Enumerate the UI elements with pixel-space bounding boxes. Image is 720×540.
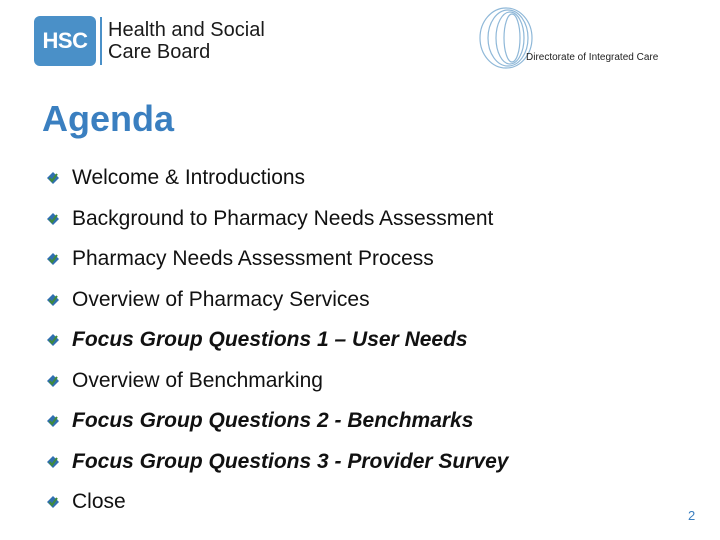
agenda-item-label: Focus Group Questions 1 – User Needs (72, 328, 468, 352)
diamond-check-icon (46, 414, 72, 428)
agenda-item (46, 482, 508, 523)
hsc-logo-line2: Care Board (108, 41, 211, 63)
hsc-logo-divider (100, 17, 102, 65)
diamond-check-icon (46, 374, 72, 388)
agenda-item (46, 401, 508, 442)
hsc-logo (34, 16, 265, 66)
agenda-item-label: Focus Group Questions 2 - Benchmarks (72, 409, 474, 433)
agenda-item-label: Focus Group Questions 3 - Provider Survey (72, 449, 509, 473)
page-number: 2 (688, 508, 696, 523)
hsc-logo-text (108, 19, 265, 63)
agenda-item (46, 199, 508, 240)
diamond-check-icon (46, 495, 72, 509)
agenda-item (46, 239, 508, 280)
agenda-item (46, 320, 508, 361)
agenda-item-label: Background to Pharmacy Needs Assessment (72, 206, 494, 230)
agenda-item (46, 361, 508, 402)
diamond-check-icon (46, 293, 72, 307)
agenda-item-label: Overview of Pharmacy Services (72, 287, 370, 311)
diamond-check-icon (46, 212, 72, 226)
agenda-item (46, 158, 508, 199)
partner-logo-text: Directorate of Integrated Care (526, 52, 659, 63)
diamond-check-icon (46, 455, 72, 469)
diamond-check-icon (46, 333, 72, 347)
diamond-check-icon (46, 171, 72, 185)
diamond-check-icon (46, 252, 72, 266)
agenda-item-label: Overview of Benchmarking (72, 368, 323, 392)
slide-title: Agenda (42, 98, 175, 139)
agenda-list (46, 158, 508, 523)
agenda-item (46, 280, 508, 321)
agenda-item-label: Close (72, 490, 126, 514)
agenda-item-label: Pharmacy Needs Assessment Process (72, 247, 434, 271)
directorate-swirl-icon (470, 6, 550, 74)
hsc-logo-mark: HSC (34, 16, 96, 66)
hsc-logo-line1: Health and Social (108, 19, 265, 41)
agenda-item-label: Welcome & Introductions (72, 166, 306, 190)
agenda-item (46, 442, 508, 483)
